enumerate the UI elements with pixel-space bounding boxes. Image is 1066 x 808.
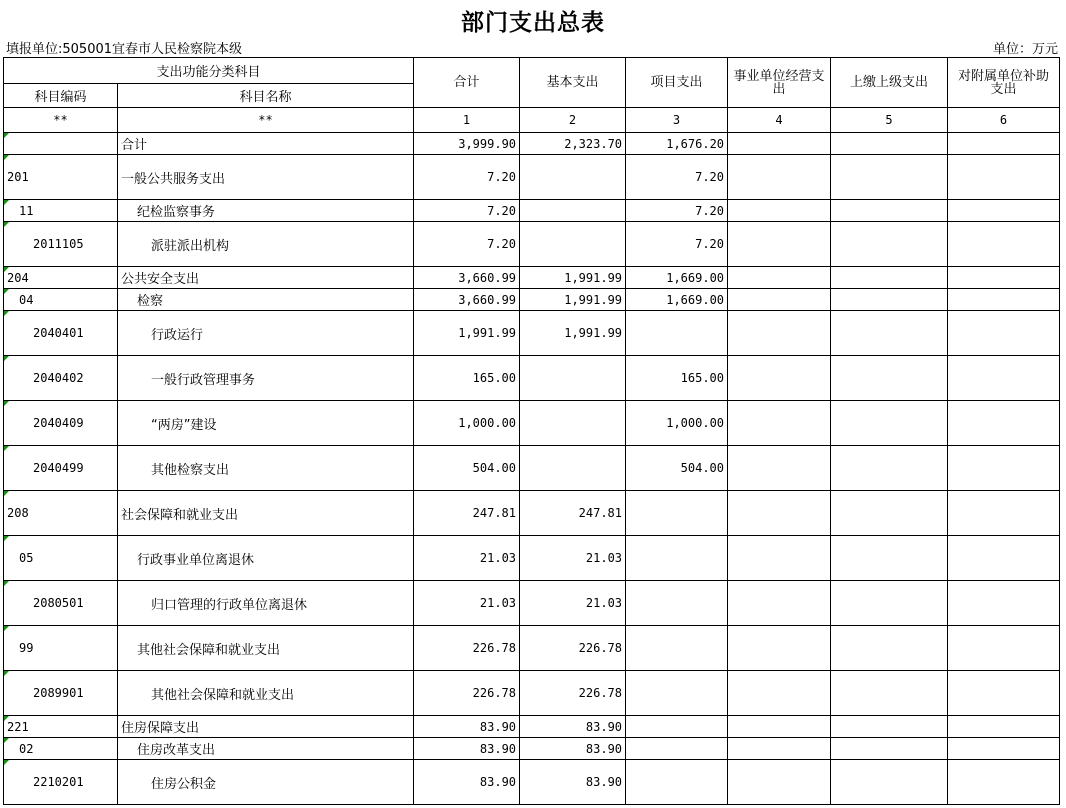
row-project xyxy=(626,311,728,356)
row-upper xyxy=(831,536,948,581)
table-row xyxy=(4,356,1060,401)
page-title: 部门支出总表 xyxy=(461,9,605,36)
row-upper xyxy=(831,581,948,626)
row-business xyxy=(728,760,831,805)
row-subsidy xyxy=(948,200,1060,222)
row-subsidy xyxy=(948,401,1060,446)
table-row xyxy=(4,446,1060,491)
row-name: 派驻派出机构 xyxy=(118,222,414,267)
row-project: 1,676.20 xyxy=(626,133,728,155)
index-2: 2 xyxy=(520,108,626,133)
row-total: 1,000.00 xyxy=(414,401,520,446)
row-business xyxy=(728,133,831,155)
table-row xyxy=(4,716,1060,738)
row-code: 221 xyxy=(4,716,118,738)
table-row xyxy=(4,155,1060,200)
row-subsidy xyxy=(948,738,1060,760)
table-row xyxy=(4,222,1060,267)
row-total: 165.00 xyxy=(414,356,520,401)
row-project xyxy=(626,581,728,626)
row-basic: 83.90 xyxy=(520,716,626,738)
row-name: 其他社会保障和就业支出 xyxy=(118,671,414,716)
header-function-category: 支出功能分类科目 xyxy=(4,58,414,84)
row-name: 行政事业单位离退休 xyxy=(118,536,414,581)
row-basic xyxy=(520,222,626,267)
row-name: 一般公共服务支出 xyxy=(118,155,414,200)
row-upper xyxy=(831,289,948,311)
row-total: 504.00 xyxy=(414,446,520,491)
row-name: “两房”建设 xyxy=(118,401,414,446)
row-code: 2040499 xyxy=(4,446,118,491)
table-row xyxy=(4,760,1060,805)
row-project: 1,000.00 xyxy=(626,401,728,446)
table-row xyxy=(4,671,1060,716)
table-row xyxy=(4,581,1060,626)
table-row xyxy=(4,401,1060,446)
index-3: 3 xyxy=(626,108,728,133)
row-basic: 1,991.99 xyxy=(520,289,626,311)
row-name: 行政运行 xyxy=(118,311,414,356)
row-name: 纪检监察事务 xyxy=(118,200,414,222)
row-upper xyxy=(831,671,948,716)
row-name: 其他社会保障和就业支出 xyxy=(118,626,414,671)
header-upper: 上缴上级支出 xyxy=(831,58,948,108)
row-basic: 2,323.70 xyxy=(520,133,626,155)
row-business xyxy=(728,289,831,311)
row-code: 99 xyxy=(4,626,118,671)
index-4: 4 xyxy=(728,108,831,133)
row-business xyxy=(728,155,831,200)
row-project xyxy=(626,738,728,760)
row-upper xyxy=(831,155,948,200)
row-upper xyxy=(831,222,948,267)
row-business xyxy=(728,626,831,671)
row-project: 7.20 xyxy=(626,155,728,200)
row-upper xyxy=(831,716,948,738)
row-total: 83.90 xyxy=(414,760,520,805)
row-upper xyxy=(831,267,948,289)
row-subsidy xyxy=(948,626,1060,671)
row-subsidy xyxy=(948,311,1060,356)
row-subsidy xyxy=(948,356,1060,401)
row-total: 7.20 xyxy=(414,222,520,267)
currency-unit-label: 单位：万元 xyxy=(992,42,1058,57)
header-basic: 基本支出 xyxy=(520,58,626,108)
row-business xyxy=(728,446,831,491)
row-upper xyxy=(831,200,948,222)
row-upper xyxy=(831,491,948,536)
row-subsidy xyxy=(948,716,1060,738)
row-name: 住房保障支出 xyxy=(118,716,414,738)
row-total: 21.03 xyxy=(414,581,520,626)
table-row xyxy=(4,491,1060,536)
row-subsidy xyxy=(948,222,1060,267)
index-code: ** xyxy=(4,108,118,133)
row-name: 归口管理的行政单位离退休 xyxy=(118,581,414,626)
row-business xyxy=(728,222,831,267)
expenditure-table xyxy=(3,57,1060,805)
table-row xyxy=(4,267,1060,289)
row-basic xyxy=(520,200,626,222)
index-1: 1 xyxy=(414,108,520,133)
reporting-unit-label: 填报单位:505001宜春市人民检察院本级 xyxy=(6,42,243,57)
row-project xyxy=(626,760,728,805)
row-basic: 1,991.99 xyxy=(520,311,626,356)
row-business xyxy=(728,200,831,222)
row-code: 2011105 xyxy=(4,222,118,267)
row-upper xyxy=(831,760,948,805)
row-total: 21.03 xyxy=(414,536,520,581)
row-total: 7.20 xyxy=(414,200,520,222)
row-basic xyxy=(520,401,626,446)
table-row xyxy=(4,311,1060,356)
row-name: 社会保障和就业支出 xyxy=(118,491,414,536)
row-project xyxy=(626,491,728,536)
row-total: 226.78 xyxy=(414,626,520,671)
row-business xyxy=(728,536,831,581)
row-project xyxy=(626,536,728,581)
row-code: 2080501 xyxy=(4,581,118,626)
row-basic: 1,991.99 xyxy=(520,267,626,289)
row-total: 83.90 xyxy=(414,716,520,738)
index-5: 5 xyxy=(831,108,948,133)
row-code: 02 xyxy=(4,738,118,760)
row-name: 其他检察支出 xyxy=(118,446,414,491)
row-business xyxy=(728,267,831,289)
row-business xyxy=(728,671,831,716)
row-subsidy xyxy=(948,267,1060,289)
row-basic: 247.81 xyxy=(520,491,626,536)
row-upper xyxy=(831,446,948,491)
row-business xyxy=(728,401,831,446)
row-upper xyxy=(831,401,948,446)
row-upper xyxy=(831,311,948,356)
row-code: 11 xyxy=(4,200,118,222)
row-name: 检察 xyxy=(118,289,414,311)
row-code: 2040401 xyxy=(4,311,118,356)
row-upper xyxy=(831,738,948,760)
row-name: 合计 xyxy=(118,133,414,155)
row-subsidy xyxy=(948,760,1060,805)
row-project xyxy=(626,716,728,738)
table-row xyxy=(4,626,1060,671)
table-row xyxy=(4,536,1060,581)
row-total: 3,660.99 xyxy=(414,289,520,311)
row-subsidy xyxy=(948,446,1060,491)
row-subsidy xyxy=(948,289,1060,311)
header-name: 科目名称 xyxy=(118,84,414,108)
row-code: 2040409 xyxy=(4,401,118,446)
row-project xyxy=(626,671,728,716)
row-basic xyxy=(520,356,626,401)
row-project: 504.00 xyxy=(626,446,728,491)
header-total: 合计 xyxy=(414,58,520,108)
row-subsidy xyxy=(948,133,1060,155)
row-name: 一般行政管理事务 xyxy=(118,356,414,401)
row-code: 04 xyxy=(4,289,118,311)
row-business xyxy=(728,716,831,738)
row-basic: 83.90 xyxy=(520,760,626,805)
row-code: 204 xyxy=(4,267,118,289)
row-upper xyxy=(831,133,948,155)
row-total: 3,999.90 xyxy=(414,133,520,155)
table-row xyxy=(4,200,1060,222)
row-business xyxy=(728,738,831,760)
row-name: 公共安全支出 xyxy=(118,267,414,289)
header-code: 科目编码 xyxy=(4,84,118,108)
row-basic xyxy=(520,155,626,200)
row-basic: 83.90 xyxy=(520,738,626,760)
row-code xyxy=(4,133,118,155)
row-name: 住房改革支出 xyxy=(118,738,414,760)
row-basic: 226.78 xyxy=(520,671,626,716)
row-project xyxy=(626,626,728,671)
table-row xyxy=(4,133,1060,155)
row-subsidy xyxy=(948,536,1060,581)
table-row xyxy=(4,289,1060,311)
row-business xyxy=(728,491,831,536)
row-total: 3,660.99 xyxy=(414,267,520,289)
header-subsidy: 对附属单位补助支出 xyxy=(948,58,1060,108)
row-code: 201 xyxy=(4,155,118,200)
row-code: 2210201 xyxy=(4,760,118,805)
row-subsidy xyxy=(948,155,1060,200)
header-business: 事业单位经营支出 xyxy=(728,58,831,108)
row-code: 2089901 xyxy=(4,671,118,716)
header-project: 项目支出 xyxy=(626,58,728,108)
table-row xyxy=(4,738,1060,760)
row-project: 165.00 xyxy=(626,356,728,401)
row-basic: 21.03 xyxy=(520,536,626,581)
row-subsidy xyxy=(948,491,1060,536)
row-business xyxy=(728,356,831,401)
index-6: 6 xyxy=(948,108,1060,133)
row-subsidy xyxy=(948,671,1060,716)
row-total: 247.81 xyxy=(414,491,520,536)
row-upper xyxy=(831,356,948,401)
row-project: 1,669.00 xyxy=(626,267,728,289)
row-total: 83.90 xyxy=(414,738,520,760)
row-total: 1,991.99 xyxy=(414,311,520,356)
row-total: 7.20 xyxy=(414,155,520,200)
row-total: 226.78 xyxy=(414,671,520,716)
row-code: 05 xyxy=(4,536,118,581)
row-basic xyxy=(520,446,626,491)
row-project: 7.20 xyxy=(626,222,728,267)
row-business xyxy=(728,581,831,626)
index-name: ** xyxy=(118,108,414,133)
row-code: 2040402 xyxy=(4,356,118,401)
row-code: 208 xyxy=(4,491,118,536)
row-project: 7.20 xyxy=(626,200,728,222)
row-project: 1,669.00 xyxy=(626,289,728,311)
row-basic: 21.03 xyxy=(520,581,626,626)
row-subsidy xyxy=(948,581,1060,626)
row-name: 住房公积金 xyxy=(118,760,414,805)
row-business xyxy=(728,311,831,356)
row-upper xyxy=(831,626,948,671)
row-basic: 226.78 xyxy=(520,626,626,671)
